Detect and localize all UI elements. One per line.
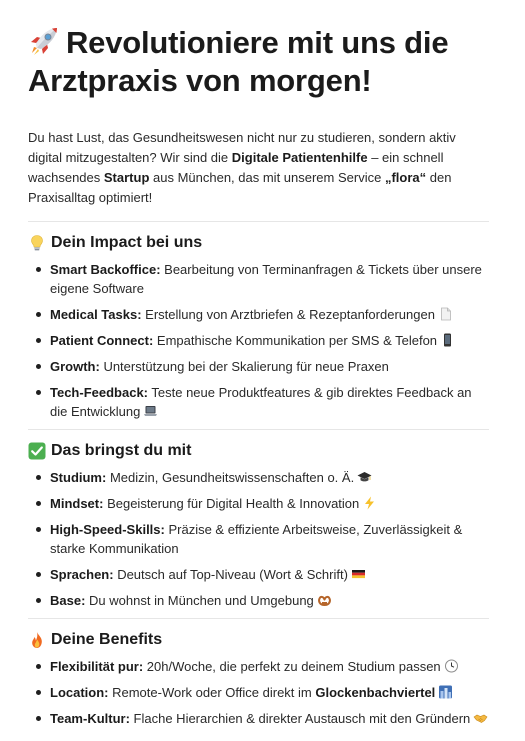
requirements-list bbox=[28, 468, 489, 610]
clock-icon bbox=[444, 659, 459, 673]
list-item: Team-Kultur: Flache Hierarchien & direkter Austausch mit den Gründern bbox=[36, 709, 489, 728]
check-mark-icon bbox=[28, 442, 46, 460]
intro-paragraph: Du hast Lust, das Gesundheitswesen nicht nur zu studieren, sondern aktiv digital mitzugestalten? Wir sind die Digitale Patientenhilfe – ein schnell wachsendes Startup aus München, das mit unserem Service „flora“ den Praxisalltag optimiert! bbox=[28, 130, 456, 205]
list-item: Sprachen: Deutsch auf Top-Niveau (Wort & Schrift) bbox=[36, 565, 489, 584]
benefits-list bbox=[28, 657, 489, 728]
pretzel-icon bbox=[317, 593, 332, 607]
divider bbox=[28, 221, 489, 222]
list-item: Tech-Feedback: Teste neue Produktfeatures & gib direktes Feedback an die Entwicklung bbox=[36, 383, 489, 421]
list-item: Smart Backoffice: Bearbeitung von Terminanfragen & Tickets über unsere eigene Software bbox=[36, 260, 489, 298]
list-item: Flexibilität pur: 20h/Woche, die perfekt zu deinem Studium passen bbox=[36, 657, 489, 676]
list-item: Medical Tasks: Erstellung von Arztbriefen & Rezeptanforderungen bbox=[36, 305, 489, 324]
section-impact bbox=[28, 232, 489, 421]
list-item: Patient Connect: Empathische Kommunikation per SMS & Telefon bbox=[36, 331, 489, 350]
rocket-icon bbox=[28, 25, 60, 57]
page-title: Revolutioniere mit uns die Arztpraxis von morgen! bbox=[28, 25, 449, 98]
document-icon bbox=[438, 307, 453, 321]
handshake-icon bbox=[473, 711, 488, 725]
section-benefits bbox=[28, 629, 489, 728]
lightbulb-icon bbox=[28, 234, 46, 252]
divider bbox=[28, 618, 489, 619]
section-title-impact: Dein Impact bei uns bbox=[28, 232, 489, 254]
laptop-icon bbox=[143, 404, 158, 418]
lightning-icon bbox=[362, 496, 377, 510]
section-requirements bbox=[28, 440, 489, 610]
cityscape-icon bbox=[438, 685, 453, 699]
list-item: Location: Remote-Work oder Office direkt im Glockenbachviertel bbox=[36, 683, 489, 702]
list-item: Studium: Medizin, Gesundheitswissenschaften o. Ä. bbox=[36, 468, 489, 487]
list-item: Base: Du wohnst in München und Umgebung bbox=[36, 591, 489, 610]
fire-icon bbox=[28, 631, 46, 649]
mobile-phone-icon bbox=[440, 333, 455, 347]
list-item: Mindset: Begeisterung für Digital Health & Innovation bbox=[36, 494, 489, 513]
section-title-requirements: Das bringst du mit bbox=[28, 440, 489, 462]
section-title-benefits: Deine Benefits bbox=[28, 629, 489, 651]
german-flag-icon bbox=[351, 567, 366, 581]
list-item: Growth: Unterstützung bei der Skalierung für neue Praxen bbox=[36, 357, 489, 376]
graduation-cap-icon bbox=[357, 470, 372, 484]
list-item: High-Speed-Skills: Präzise & effiziente Arbeitsweise, Zuverlässigkeit & starke Kommunikation bbox=[36, 520, 489, 558]
impact-list bbox=[28, 260, 489, 421]
divider bbox=[28, 429, 489, 430]
